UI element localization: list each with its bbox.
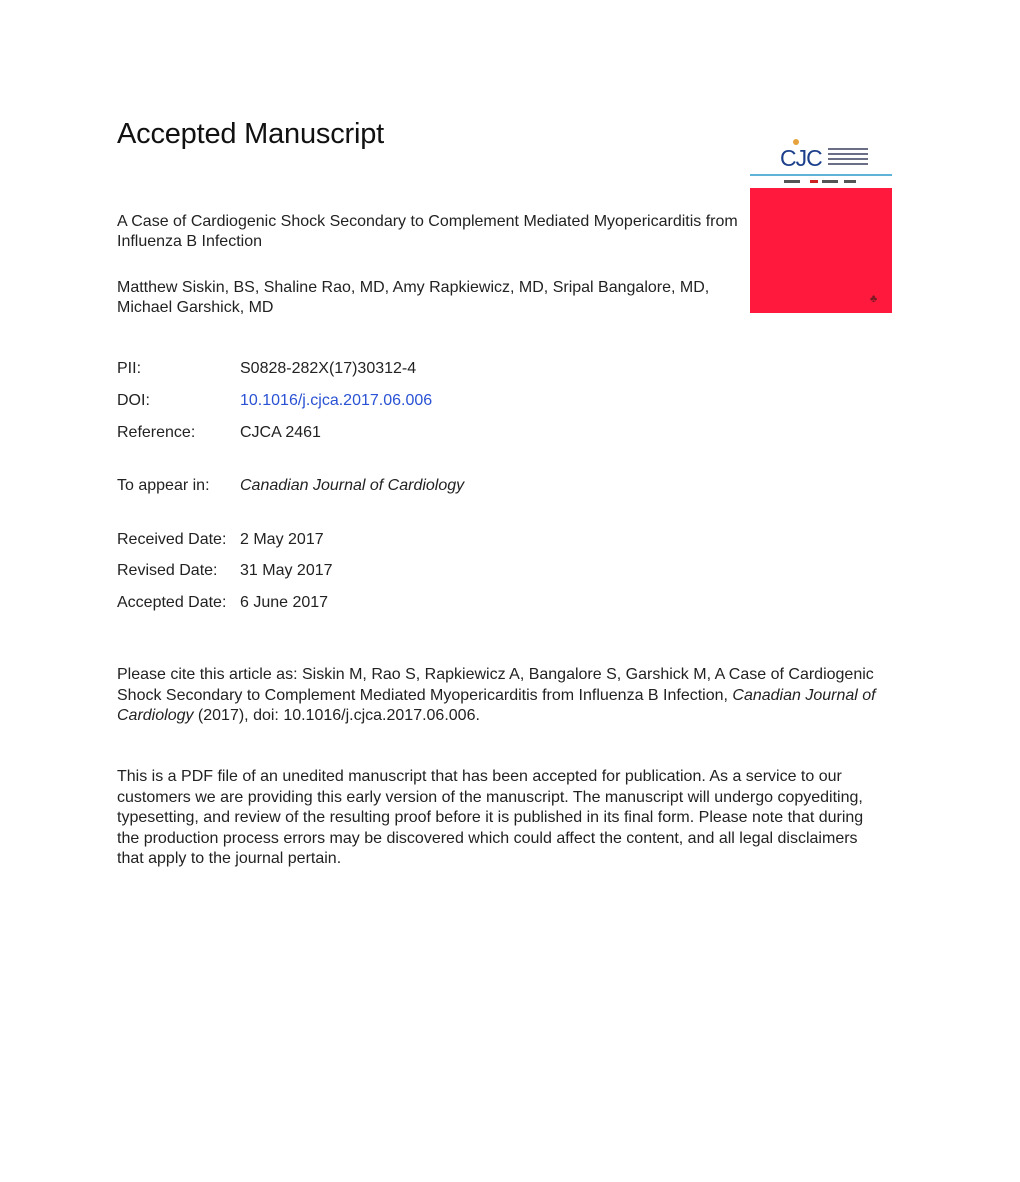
cover-red-panel (750, 188, 892, 313)
accepted-value: 6 June 2017 (240, 594, 329, 611)
article-title: A Case of Cardiogenic Shock Secondary to Complement Mediated Myopericarditis from Influenza B Infection (117, 213, 738, 250)
reference-value: CJCA 2461 (240, 424, 321, 441)
received-label: Received Date: (117, 531, 227, 548)
cover-info-strip (750, 177, 892, 187)
citation-suffix: (2017), doi: 10.1016/j.cjca.2017.06.006. (193, 707, 480, 724)
revised-value: 31 May 2017 (240, 562, 333, 579)
cjc-logo-text: CJC (780, 145, 822, 171)
cover-divider (750, 174, 892, 176)
revised-label: Revised Date: (117, 562, 218, 579)
pii-value: S0828-282X(17)30312-4 (240, 360, 417, 377)
doi-link[interactable]: 10.1016/j.cjca.2017.06.006 (240, 392, 433, 409)
article-authors: Matthew Siskin, BS, Shaline Rao, MD, Amy Rapkiewicz, MD, Sripal Bangalore, MD, Michael Garshick, MD (117, 279, 710, 316)
citation-journal: Canadian Journal of Cardiology (117, 686, 876, 724)
journal-cover-image (750, 136, 892, 313)
citation-prefix: Please cite this article as: Siskin M, Rao S, Rapkiewicz A, Bangalore S, Garshick M, A Case of Cardiogenic Shock Secondary to Complement Mediated Myopericarditis from Influenza B Infection, (117, 666, 874, 704)
reference-label: Reference: (117, 424, 196, 441)
disclaimer-paragraph: This is a PDF file of an unedited manuscript that has been accepted for publication. As a service to our customers we are providing this early version of the manuscript. The manuscript will undergo copyediting, typesetting, and review of the resulting proof before it is published in its final form. Please note that during the production process errors may be discovered which could affect the content, and all legal disclaimers that apply to the journal pertain. (117, 768, 864, 867)
received-value: 2 May 2017 (240, 531, 324, 548)
pii-label: PII: (117, 360, 142, 377)
journal-name: Canadian Journal of Cardiology (240, 477, 465, 494)
accepted-label: Accepted Date: (117, 594, 227, 611)
appear-label: To appear in: (117, 477, 210, 494)
journal-logo (750, 136, 892, 174)
elsevier-tree-icon: ♣ (870, 293, 878, 305)
citation-paragraph (117, 665, 887, 727)
page-title: Accepted Manuscript (117, 118, 384, 150)
doi-label: DOI: (117, 392, 150, 409)
